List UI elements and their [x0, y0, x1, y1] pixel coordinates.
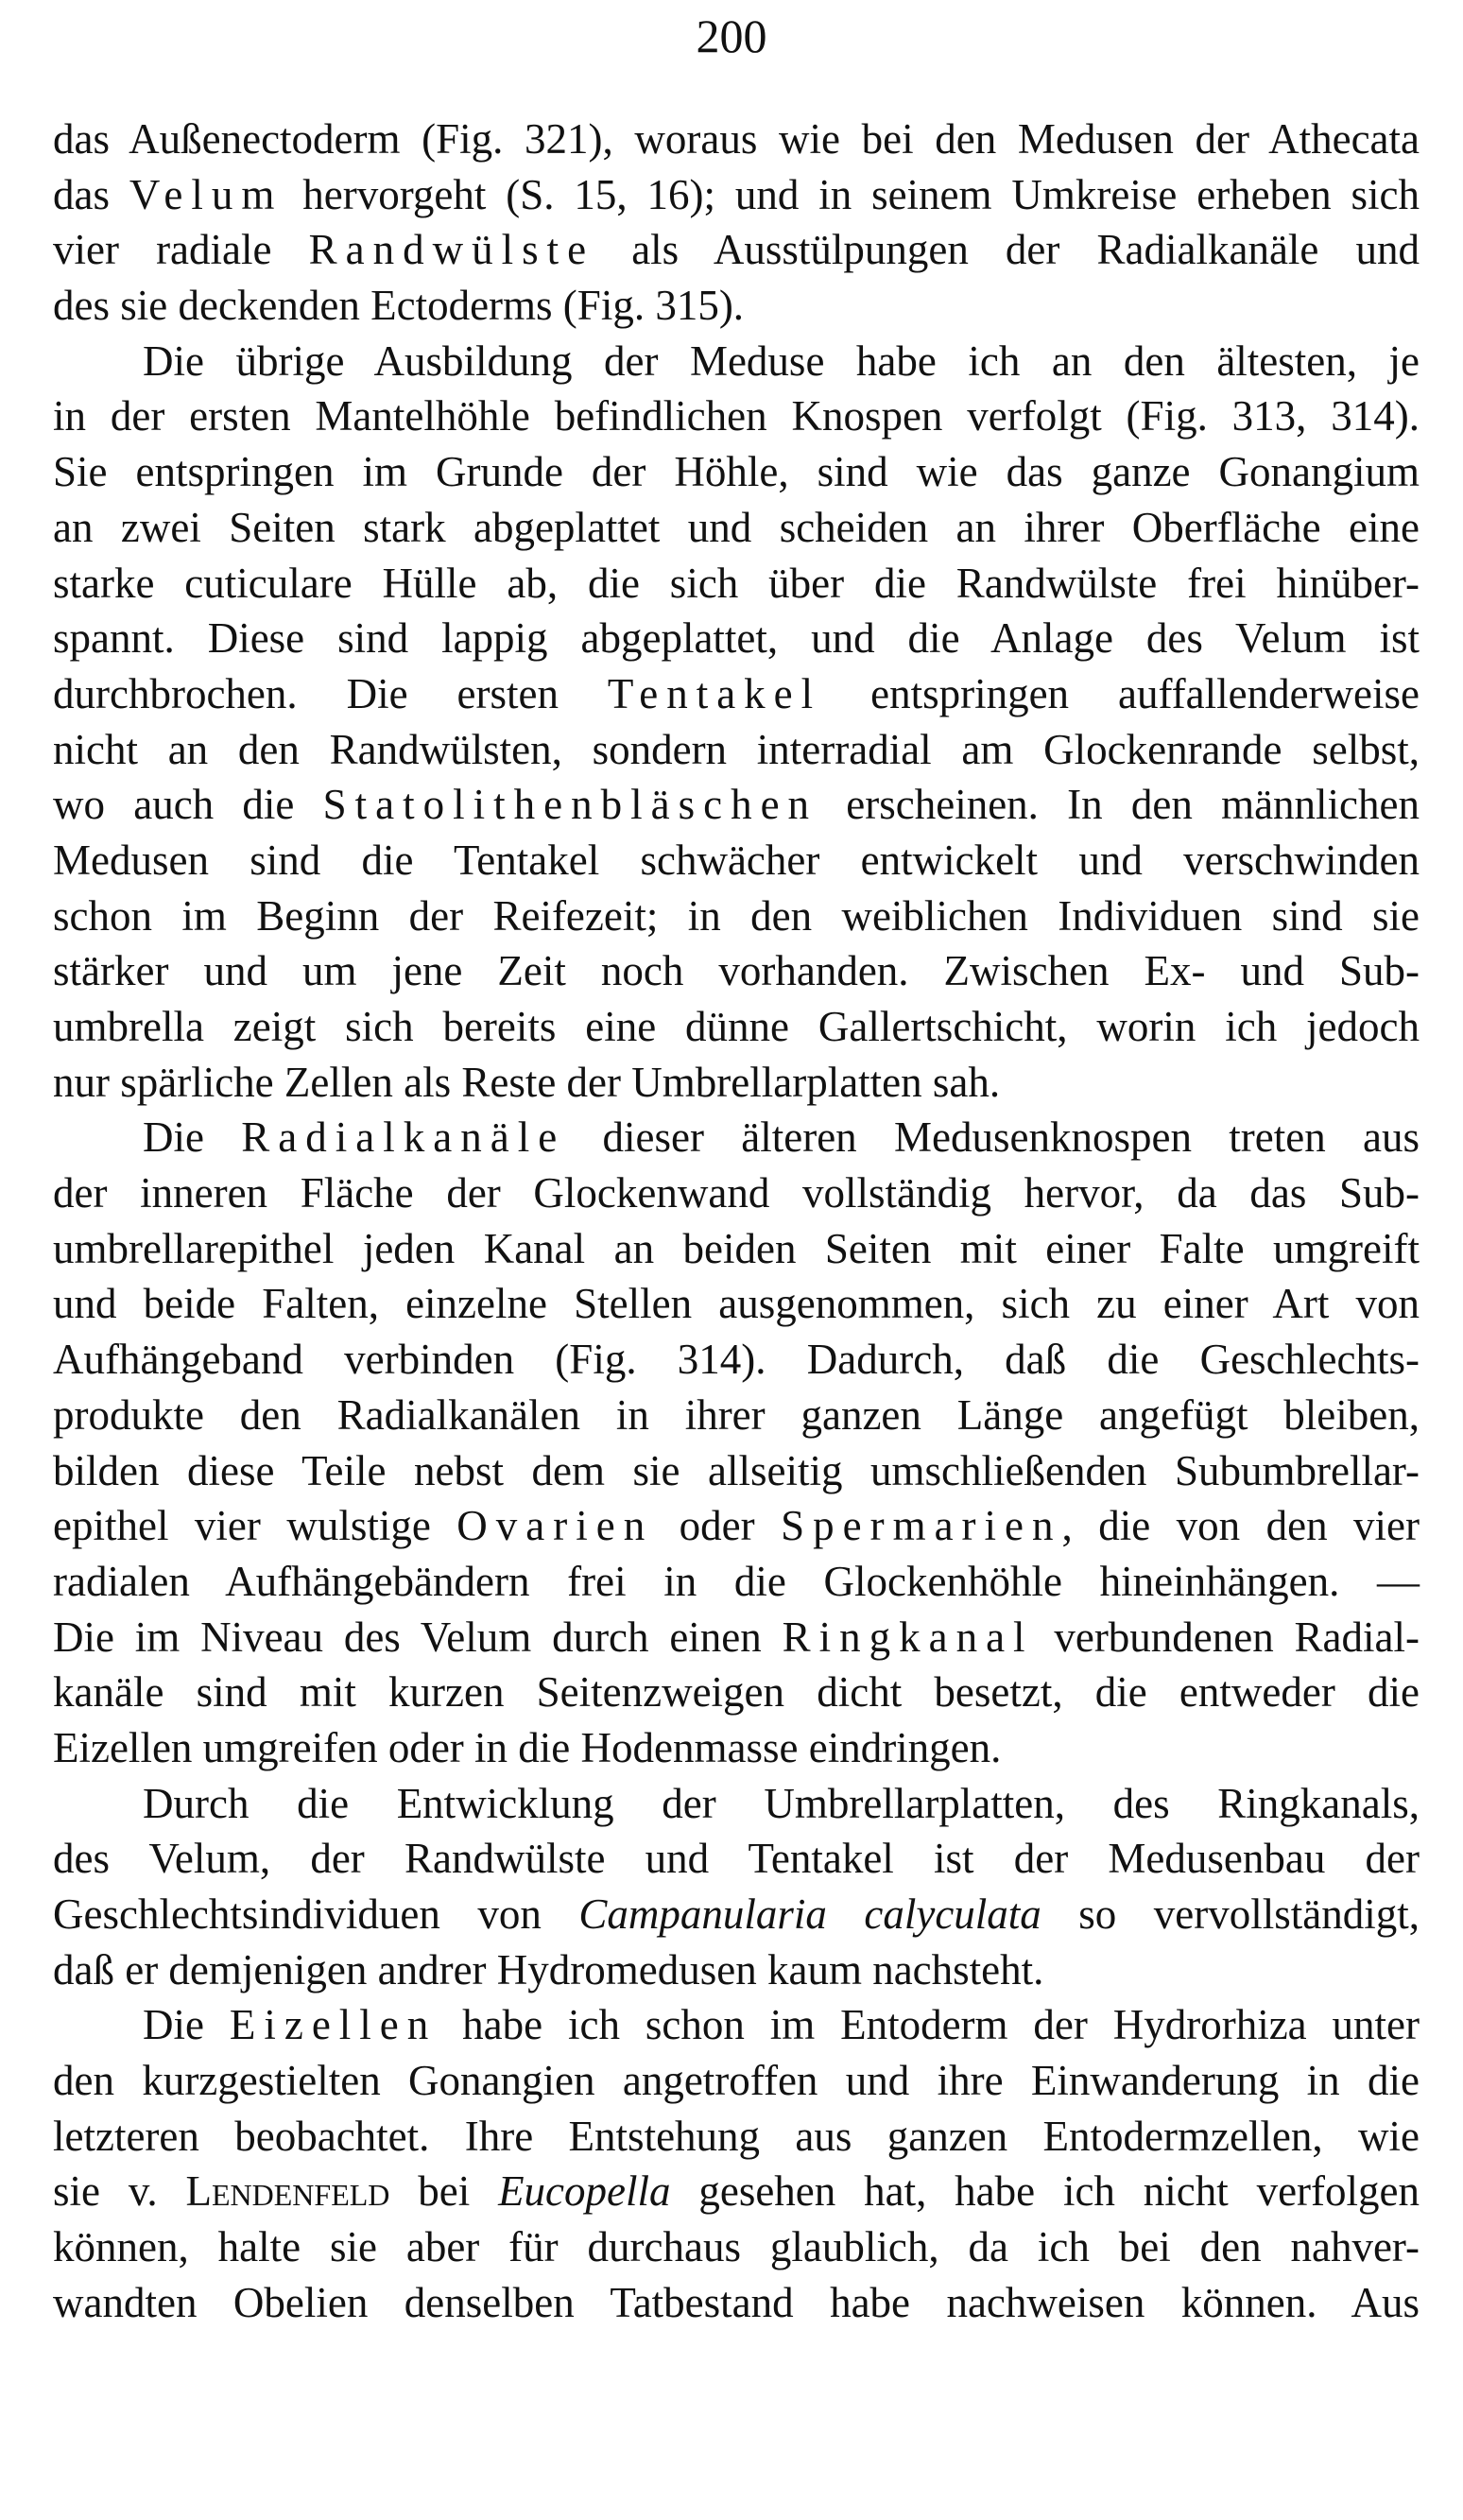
- text-line: [53, 334, 1420, 389]
- text-line: [53, 1221, 1420, 1277]
- text-segment: umbrella zeigt sich bereits eine dünne Gallertschicht, worin ich jedoch: [53, 1003, 1420, 1050]
- text-line: [53, 2219, 1420, 2275]
- text-line: [53, 167, 1420, 223]
- spaced-term: Eizellen: [229, 2001, 438, 2049]
- spaced-term: Ovarien: [456, 1502, 654, 1550]
- text-line: [53, 2053, 1420, 2109]
- text-segment: wo auch die: [53, 781, 323, 829]
- text-segment: Medusen sind die Tentakel schwächer entwickelt und verschwinden: [53, 836, 1420, 884]
- text-segment: habe ich schon im Entoderm der Hydrorhiza unter: [437, 2001, 1420, 2049]
- text-line: [53, 889, 1420, 944]
- text-segment: und beide Falten, einzelne Stellen ausgenommen, sich zu einer Art von: [53, 1280, 1420, 1328]
- text-segment: vier radiale: [53, 226, 309, 274]
- text-segment: bei: [389, 2167, 499, 2216]
- text-line: [53, 1443, 1420, 1499]
- text-segment: schon im Beginn der Reifezeit; in den weiblichen Individuen sind sie: [53, 891, 1420, 940]
- text-segment: Die: [143, 1113, 242, 1162]
- text-line: [53, 1498, 1420, 1554]
- text-segment: so vervollständigt,: [1041, 1890, 1420, 1938]
- text-line: [53, 1831, 1420, 1887]
- text-segment: dieser älteren Medusenknospen treten aus: [565, 1113, 1420, 1162]
- spaced-term: Statolithenbläschen: [322, 781, 818, 829]
- text-line: [53, 2164, 1420, 2219]
- text-line: [53, 112, 1420, 167]
- text-segment: nur spärliche Zellen als Reste der Umbrellarplatten sah.: [53, 1058, 1001, 1106]
- text-line: [53, 1388, 1420, 1443]
- text-segment: starke cuticulare Hülle ab, die sich über die Randwülste frei hinüber-: [53, 559, 1420, 607]
- text-line: [53, 1276, 1420, 1332]
- text-segment: Die übrige Ausbildung der Meduse habe ich an den ältesten, je: [143, 337, 1420, 385]
- text-line: [53, 1665, 1420, 1720]
- text-segment: radialen Aufhängebändern frei in die Glockenhöhle hineinhängen. —: [53, 1557, 1420, 1605]
- text-segment: produkte den Radialkanälen in ihrer ganzen Länge angefügt bleiben,: [53, 1390, 1420, 1439]
- text-segment: Geschlechtsindividuen von: [53, 1890, 579, 1938]
- text-segment: das Außenectoderm (Fig. 321), woraus wie bei den Medusen der Athecata: [53, 115, 1420, 163]
- text-line: [53, 1942, 1420, 1998]
- text-line: [53, 777, 1420, 833]
- text-line: [53, 1332, 1420, 1388]
- text-segment: entspringen auffallenderweise: [821, 669, 1420, 717]
- spaced-term: Spermarien: [781, 1502, 1062, 1550]
- text-line: [53, 556, 1420, 612]
- text-segment: den kurzgestielten Gonangien angetroffen und ihre Einwanderung in die: [53, 2057, 1420, 2105]
- text-segment: erscheinen. In den männlichen: [818, 781, 1420, 829]
- text-segment: umbrellarepithel jeden Kanal an beiden Seiten mit einer Falte umgreift: [53, 1224, 1420, 1272]
- text-line: [53, 444, 1420, 500]
- spaced-term: Radialkanäle: [241, 1113, 566, 1162]
- text-line: [53, 1055, 1420, 1111]
- text-segment: Sie entspringen im Grunde der Höhle, sind wie das ganze Gonangium: [53, 448, 1420, 496]
- page-number: 200: [696, 9, 767, 62]
- text-segment: Eizellen umgreifen oder in die Hodenmasse eindringen.: [53, 1723, 1002, 1771]
- text-segment: verbundenen Radial-: [1033, 1613, 1420, 1661]
- text-segment: , die von den vier: [1061, 1502, 1420, 1550]
- text-segment: hervorgeht (S. 15, 16); und in seinem Umkreise erheben sich: [283, 170, 1420, 218]
- spaced-term: Ringkanal: [782, 1613, 1034, 1661]
- text-line: [53, 943, 1420, 999]
- text-line: [53, 722, 1420, 778]
- text-line: [53, 1554, 1420, 1610]
- text-line: [53, 1997, 1420, 2053]
- text-line: [53, 2109, 1420, 2165]
- text-line: [53, 999, 1420, 1055]
- text-segment: an zwei Seiten stark abgeplattet und scheiden an ihrer Oberfläche eine: [53, 503, 1420, 551]
- text-segment: Die im Niveau des Velum durch einen: [53, 1613, 783, 1661]
- body-text: [53, 112, 1420, 2331]
- text-line: [53, 2275, 1420, 2331]
- text-segment: in der ersten Mantelhöhle befindlichen Knospen verfolgt (Fig. 313, 314).: [53, 392, 1420, 440]
- text-segment: der inneren Fläche der Glockenwand vollständig hervor, da das Sub-: [53, 1169, 1420, 1217]
- text-line: [53, 1610, 1420, 1666]
- text-segment: kanäle sind mit kurzen Seitenzweigen dicht besetzt, die entweder die: [53, 1668, 1420, 1717]
- text-line: [53, 1887, 1420, 1942]
- text-line: [53, 1110, 1420, 1165]
- text-segment: Durch die Entwicklung der Umbrellarplatten, des Ringkanals,: [143, 1779, 1420, 1827]
- text-segment: durchbrochen. Die ersten: [53, 669, 608, 717]
- text-segment: gesehen hat, habe ich nicht verfolgen: [670, 2167, 1420, 2216]
- text-segment: das: [53, 170, 129, 218]
- text-line: [53, 1720, 1420, 1776]
- text-segment: Aufhängeband verbinden (Fig. 314). Dadurch, daß die Geschlechts-: [53, 1336, 1420, 1384]
- text-line: [53, 611, 1420, 666]
- text-segment: spannt. Diese sind lappig abgeplattet, und die Anlage des Velum ist: [53, 614, 1420, 663]
- text-segment: epithel vier wulstige: [53, 1502, 457, 1550]
- text-segment: oder: [653, 1502, 782, 1550]
- text-line: [53, 666, 1420, 722]
- italic-term: Campanularia calyculata: [578, 1890, 1041, 1938]
- text-line: [53, 500, 1420, 556]
- text-segment: des Velum, der Randwülste und Tentakel ist der Medusenbau der: [53, 1835, 1420, 1883]
- text-line: [53, 388, 1420, 444]
- text-segment: Die: [143, 2001, 230, 2049]
- text-segment: des sie deckenden Ectoderms (Fig. 315).: [53, 282, 745, 330]
- text-segment: daß er demjenigen andrer Hydromedusen kaum nachsteht.: [53, 1945, 1044, 1994]
- text-segment: sie v.: [53, 2167, 186, 2216]
- text-segment: letzteren beobachtet. Ihre Entstehung aus ganzen Entodermzellen, wie: [53, 2112, 1420, 2160]
- text-segment: nicht an den Randwülsten, sondern interradial am Glockenrande selbst,: [53, 725, 1420, 773]
- text-line: [53, 1165, 1420, 1221]
- spaced-term: Velum: [129, 170, 284, 218]
- text-segment: als Ausstülpungen der Radialkanäle und: [594, 226, 1420, 274]
- text-line: [53, 1776, 1420, 1832]
- text-line: [53, 278, 1420, 334]
- italic-term: Eucopella: [498, 2167, 671, 2216]
- spaced-term: Randwülste: [308, 226, 595, 274]
- text-line: [53, 222, 1420, 278]
- author-name: Lendenfeld: [185, 2167, 390, 2216]
- spaced-term: Tentakel: [607, 669, 822, 717]
- text-segment: können, halte sie aber für durchaus glaublich, da ich bei den nahver-: [53, 2223, 1420, 2271]
- text-segment: wandten Obelien denselben Tatbestand habe nachweisen können. Aus: [53, 2278, 1420, 2326]
- text-segment: bilden diese Teile nebst dem sie allseitig umschließenden Subumbrellar-: [53, 1446, 1420, 1494]
- text-line: [53, 833, 1420, 889]
- text-segment: stärker und um jene Zeit noch vorhanden. Zwischen Ex- und Sub-: [53, 947, 1420, 995]
